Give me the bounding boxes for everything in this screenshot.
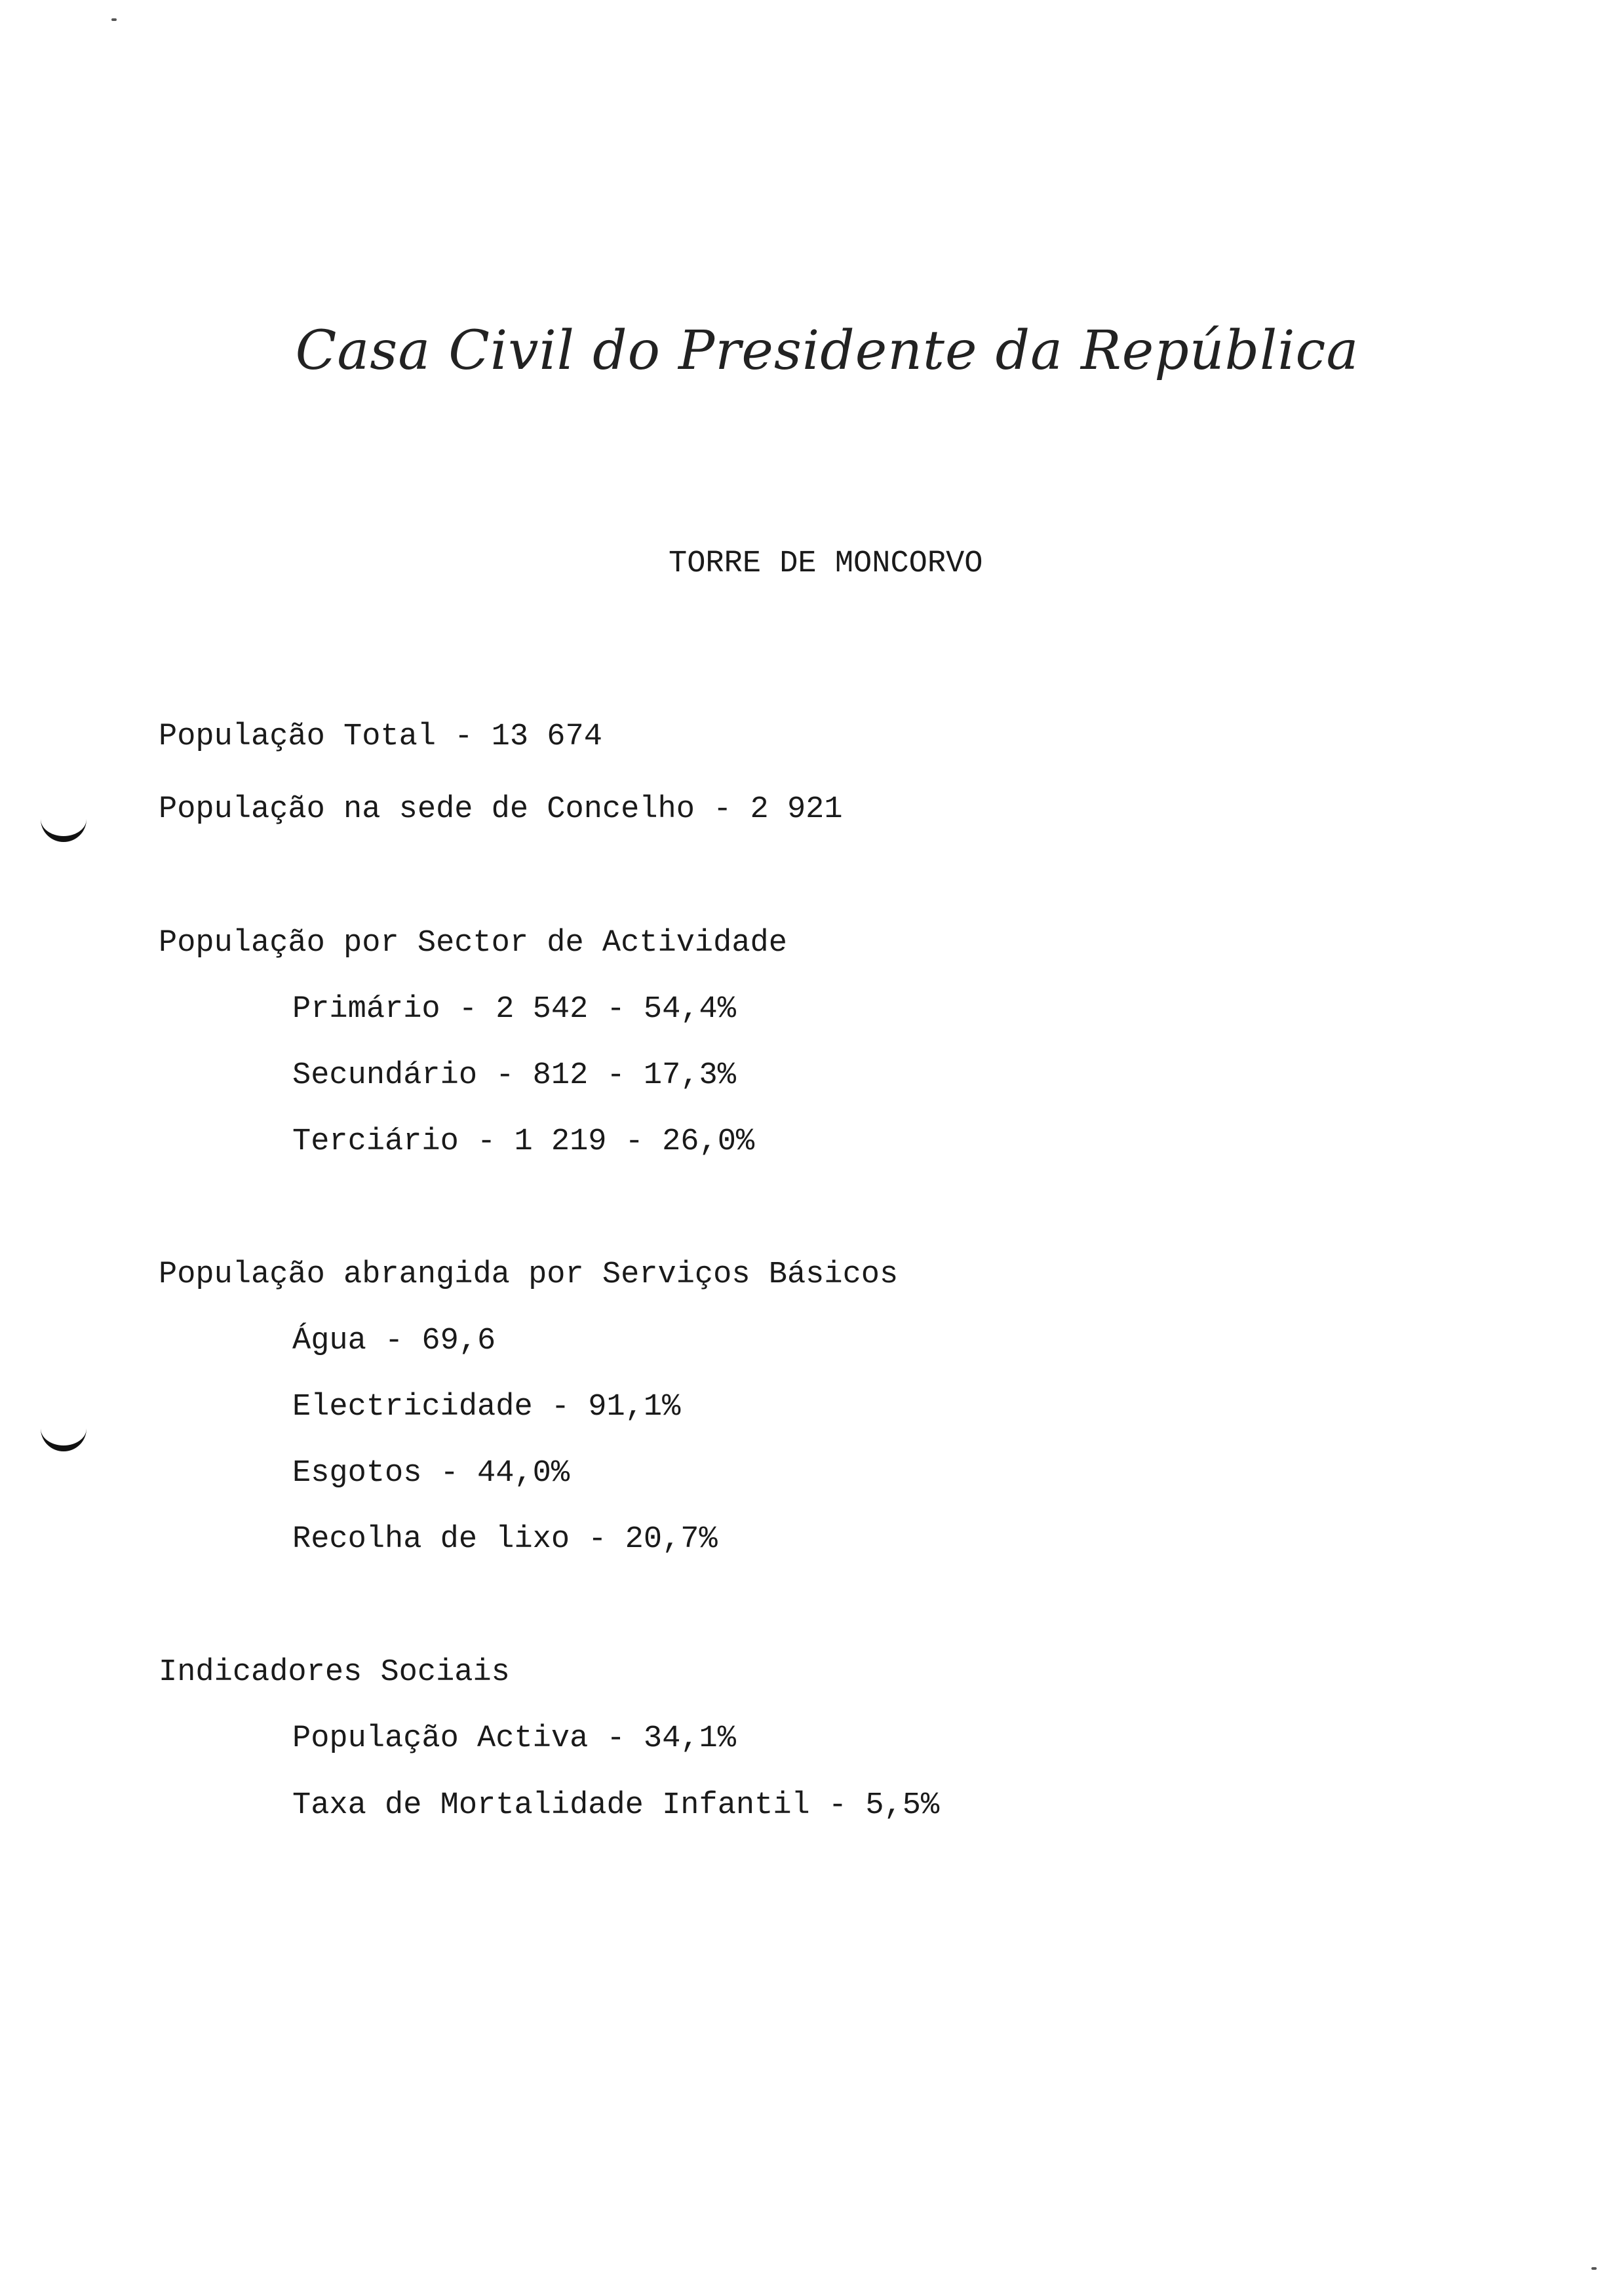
services-item-waste: Recolha de lixo - 20,7%: [292, 1522, 718, 1557]
sector-item-secondary: Secundário - 812 - 17,3%: [292, 1058, 736, 1093]
services-item-sewage: Esgotos - 44,0%: [292, 1456, 570, 1491]
sector-item-primary: Primário - 2 542 - 54,4%: [292, 992, 736, 1027]
letterhead: Casa Civil do Presidente da República: [295, 320, 1359, 382]
social-item-active: População Activa - 34,1%: [292, 1721, 736, 1756]
scan-speck: [1591, 2267, 1597, 2270]
punch-hole-mark: [41, 813, 87, 842]
punch-hole-mark: [41, 1422, 87, 1451]
document-title: TORRE DE MONCORVO: [669, 546, 983, 581]
sector-item-tertiary: Terciário - 1 219 - 26,0%: [292, 1124, 755, 1159]
social-heading: Indicadores Sociais: [159, 1655, 510, 1690]
sector-heading: População por Sector de Actividade: [159, 926, 787, 961]
population-total: População Total - 13 674: [159, 719, 602, 754]
social-item-mortality: Taxa de Mortalidade Infantil - 5,5%: [292, 1788, 940, 1823]
population-seat: População na sede de Concelho - 2 921: [159, 792, 843, 827]
scan-speck: [111, 18, 117, 21]
services-item-water: Água - 69,6: [292, 1324, 496, 1358]
services-item-electricity: Electricidade - 91,1%: [292, 1390, 681, 1425]
services-heading: População abrangida por Serviços Básicos: [159, 1257, 899, 1292]
